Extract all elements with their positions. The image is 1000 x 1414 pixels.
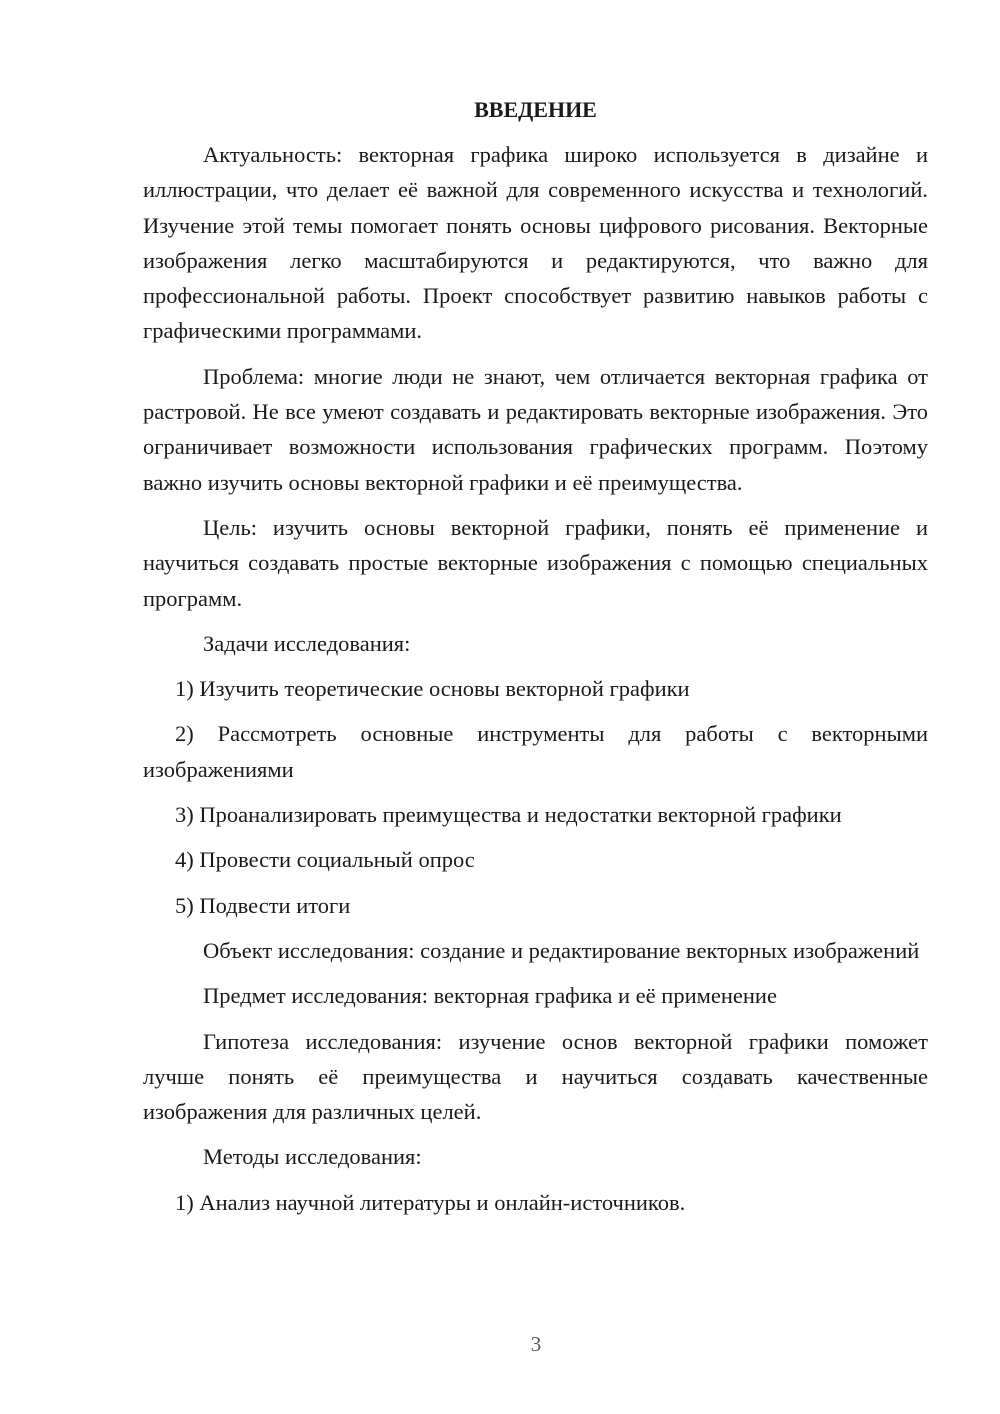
task-item: 4) Провести социальный опрос xyxy=(175,847,475,873)
methods-heading: Методы исследования: xyxy=(203,1144,422,1170)
hypothesis-paragraph: Гипотеза исследования: изучение основ векторной графики поможет лучше понять её преимущества и научиться создавать качественные изображения для различных целей. xyxy=(143,1028,928,1125)
relevance-paragraph: Актуальность: векторная графика широко используется в дизайне и иллюстрации, что делает её важной для современного искусства и технологий. Изучение этой темы помогает понять основы цифрового рисования. Векторные изображения легко масштабируются и редактируются, что важно для профессиональной работы. Проект способствует развитию навыков работы с графическими программами. xyxy=(143,142,928,344)
document-page xyxy=(143,92,928,1230)
problem-paragraph: Проблема: многие люди не знают, чем отличается векторная графика от растровой. Не все умеют создавать и редактировать векторные изображения. Это ограничивает возможности использования графических программ. Поэтому важно изучить основы векторной графики и её преимущества. xyxy=(143,363,928,495)
task-item: 3) Проанализировать преимущества и недостатки векторной графики xyxy=(175,802,842,828)
tasks-heading: Задачи исследования: xyxy=(203,630,411,656)
task-item: 5) Подвести итоги xyxy=(175,892,351,918)
task-item: 1) Изучить теоретические основы векторной графики xyxy=(175,676,690,702)
page-number: 3 xyxy=(530,1332,542,1356)
goal-paragraph: Цель: изучить основы векторной графики, понять её применение и научиться создавать простые векторные изображения с помощью специальных программ. xyxy=(143,514,928,611)
task-item: 2) Рассмотреть основные инструменты для работы с векторными изображениями xyxy=(143,721,928,782)
method-item: 1) Анализ научной литературы и онлайн-источников. xyxy=(175,1189,686,1215)
section-title: ВВЕДЕНИЕ xyxy=(474,97,597,122)
object-paragraph: Объект исследования: создание и редактирование векторных изображений xyxy=(203,937,920,963)
subject-paragraph: Предмет исследования: векторная графика и её применение xyxy=(203,983,777,1009)
